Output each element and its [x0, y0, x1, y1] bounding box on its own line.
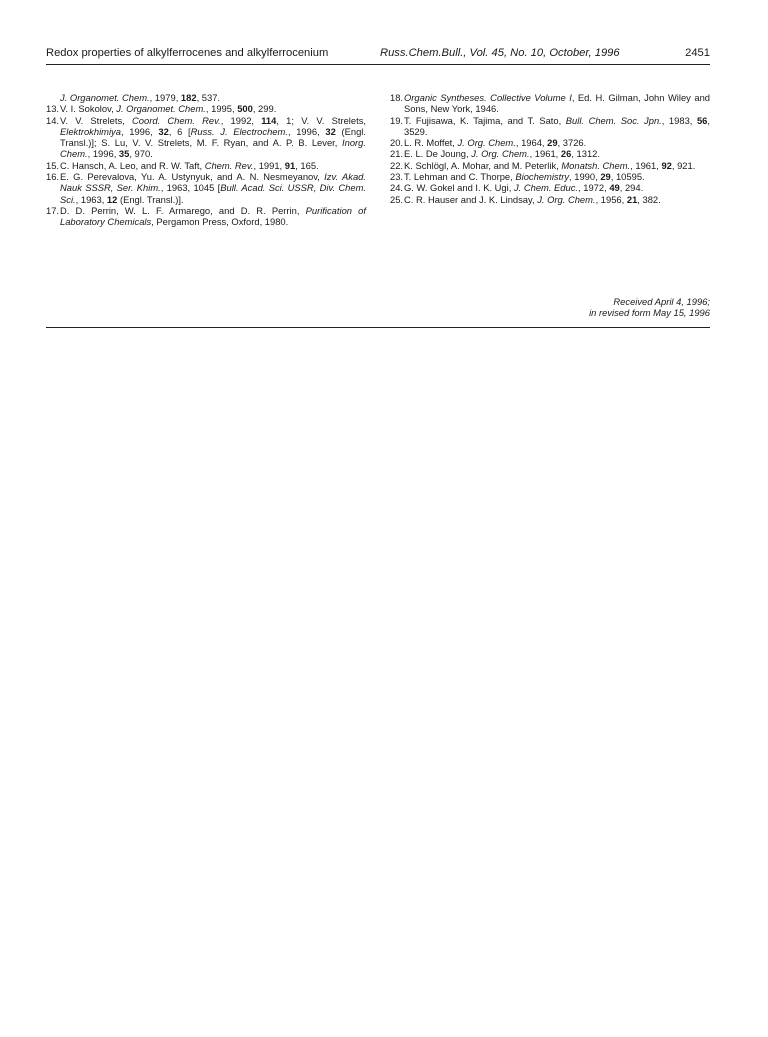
reference-number: 24.	[390, 182, 404, 194]
reference-text: , 1979,	[149, 92, 181, 103]
running-header	[46, 44, 710, 62]
reference-title-italic: Bull. Chem. Soc. Jpn.	[565, 114, 662, 126]
header-article-title: Redox properties of alkylferrocenes and alkylferrocenium	[46, 47, 329, 59]
reference-text: T. Fujisawa, K. Tajima, and T. Sato,	[404, 114, 566, 126]
reference-volume-bold: 114	[261, 114, 277, 126]
reference-text: , 1972,	[578, 182, 610, 194]
reference-number: 23.	[390, 171, 404, 183]
references-right-column	[390, 92, 710, 205]
reference-text: C. Hansch, A. Leo, and R. W. Taft,	[60, 159, 205, 171]
reference-text: , 1991,	[253, 159, 285, 171]
reference-title-italic: Russ. J. Electrochem.	[190, 125, 288, 137]
reference-text: L. R. Moffet,	[404, 137, 458, 149]
reference-number: 13.	[46, 103, 60, 115]
reference-text: , 10595.	[610, 171, 645, 183]
reference-title-italic: J. Organomet. Chem.	[60, 92, 150, 103]
reference-volume-bold: 182	[180, 92, 197, 103]
reference-number: 16.	[46, 171, 60, 183]
reference-text: , 537.	[196, 92, 221, 103]
reference-text: , 1995,	[205, 103, 238, 115]
references-left-column	[46, 92, 366, 228]
reference-title-italic: J. Org. Chem.	[471, 148, 530, 160]
reference-volume-bold: 49	[609, 182, 620, 194]
header-journal-citation: Russ.Chem.Bull., Vol. 45, No. 10, October, 1996	[380, 47, 620, 59]
reference-volume-bold: 29	[547, 137, 558, 149]
reference-text: , 1990,	[569, 171, 601, 183]
reference-title-italic: Elektrokhimiya	[60, 125, 121, 137]
reference-text: V. I. Sokolov,	[60, 103, 117, 115]
reference-title-italic: Coord. Chem. Rev.	[132, 114, 221, 126]
reference-volume-bold: 32	[325, 125, 336, 137]
reference-text: , 1964,	[515, 137, 548, 149]
reference-title-italic: Chem. Rev.	[204, 159, 254, 171]
reference-volume-bold: 56	[696, 114, 708, 126]
reference-text: (Engl. Transl.)].	[117, 193, 184, 205]
reference-volume-bold: 29	[600, 171, 611, 183]
received-dates	[589, 296, 710, 319]
reference-text: , 1996,	[287, 125, 326, 137]
reference-text: , Ed. H. Gilman, John Wiley and Sons, New York, 1946.	[404, 92, 710, 115]
reference-item	[390, 182, 710, 193]
reference-text: C. R. Hauser and J. K. Lindsay,	[404, 193, 538, 205]
reference-text: , 1; V. V. Strelets,	[276, 114, 366, 126]
reference-item	[46, 160, 366, 171]
reference-volume-bold: 92	[661, 159, 672, 171]
reference-item	[46, 115, 366, 160]
reference-text: , 1312.	[571, 148, 600, 160]
reference-item	[390, 115, 710, 138]
reference-title-italic: J. Org. Chem.	[457, 137, 516, 149]
reference-title-italic: Organic Syntheses. Collective Volume I	[404, 92, 572, 103]
reference-text: , 299.	[252, 103, 277, 115]
reference-title-italic: Inorg. Chem.	[60, 137, 366, 160]
reference-text: , 1983,	[661, 114, 697, 126]
reference-text: D. D. Perrin, W. L. F. Armarego, and D. R. Perrin,	[60, 204, 306, 216]
reference-item	[390, 92, 710, 115]
header-rule	[46, 64, 710, 65]
reference-title-italic: Monatsh. Chem.	[561, 159, 631, 171]
reference-text: , 294.	[619, 182, 644, 194]
reference-volume-bold: 35	[118, 148, 130, 160]
reference-text: , 1996,	[87, 148, 119, 160]
reference-text: , 6 [	[168, 125, 191, 137]
reference-text: E. G. Perevalova, Yu. A. Ustynyuk, and A. N. Nesmeyanov,	[60, 171, 325, 183]
reference-volume-bold: 91	[284, 159, 296, 171]
reference-text: K. Schlögl, A. Mohar, and M. Peterlik,	[404, 159, 562, 171]
reference-number: 19.	[390, 114, 404, 126]
reference-text: , 1963,	[75, 193, 107, 205]
reference-title-italic: Izv. Akad. Nauk SSSR, Ser. Khim.	[60, 171, 366, 194]
reference-text: T. Lehman and C. Thorpe,	[404, 171, 516, 183]
reference-number: 21.	[390, 148, 404, 160]
reference-text: , 970.	[129, 148, 153, 160]
reference-title-italic: Biochemistry	[515, 171, 570, 183]
reference-number: 14.	[46, 114, 60, 126]
reference-text: , 921.	[671, 159, 696, 171]
reference-text: , 165.	[295, 159, 319, 171]
reference-text: , 1992,	[220, 114, 262, 126]
reference-text: V. V. Strelets,	[60, 114, 132, 126]
reference-text: , 3529.	[404, 114, 710, 137]
reference-text: , 3726.	[557, 137, 587, 149]
reference-text: , 1961,	[630, 159, 662, 171]
page-number: 2451	[685, 47, 710, 59]
reference-text: (Engl. Transl.)]; S. Lu, V. V. Strelets, M. F. Ryan, and A. P. B. Lever,	[60, 125, 366, 149]
reference-title-italic: Bull. Acad. Sci. USSR, Div. Chem. Sci.	[60, 182, 366, 205]
reference-text: , Pergamon Press, Oxford, 1980.	[151, 216, 289, 228]
reference-text: , 1963, 1045 [	[160, 182, 221, 194]
reference-item	[46, 171, 366, 205]
reference-volume-bold: 12	[106, 193, 118, 205]
reference-item	[46, 103, 366, 114]
reference-item	[46, 205, 366, 228]
reference-text: , 382.	[637, 193, 661, 205]
received-date: Received April 4, 1996;	[613, 296, 710, 307]
reference-volume-bold: 26	[560, 148, 572, 160]
reference-number: 22.	[390, 159, 404, 171]
reference-text: , 1961,	[529, 148, 561, 160]
reference-title-italic: J. Org. Chem.	[537, 193, 596, 205]
reference-volume-bold: 32	[158, 125, 169, 137]
end-rule	[46, 327, 710, 328]
reference-text: , 1996,	[120, 125, 159, 137]
reference-title-italic: J. Organomet. Chem.	[116, 103, 206, 115]
reference-number: 15.	[46, 159, 60, 171]
reference-text: , 1956,	[595, 193, 627, 205]
reference-volume-bold: 500	[237, 103, 253, 115]
reference-item	[390, 160, 710, 171]
reference-item	[390, 137, 710, 148]
reference-number: 17.	[46, 204, 60, 216]
reference-title-italic: Purification of Laboratory Chemicals	[60, 204, 366, 228]
reference-number: 20.	[390, 137, 404, 149]
reference-title-italic: J. Chem. Educ.	[513, 182, 579, 194]
reference-number: 25.	[390, 193, 404, 205]
revised-date: in revised form May 15, 1996	[589, 307, 710, 319]
reference-item	[390, 171, 710, 182]
reference-item	[390, 148, 710, 159]
reference-text: G. W. Gokel and I. K. Ugi,	[404, 182, 514, 194]
reference-number: 18.	[390, 92, 404, 103]
reference-text: E. L. De Joung,	[404, 148, 472, 160]
reference-volume-bold: 21	[626, 193, 638, 205]
reference-item	[390, 194, 710, 205]
reference-item	[46, 92, 366, 103]
